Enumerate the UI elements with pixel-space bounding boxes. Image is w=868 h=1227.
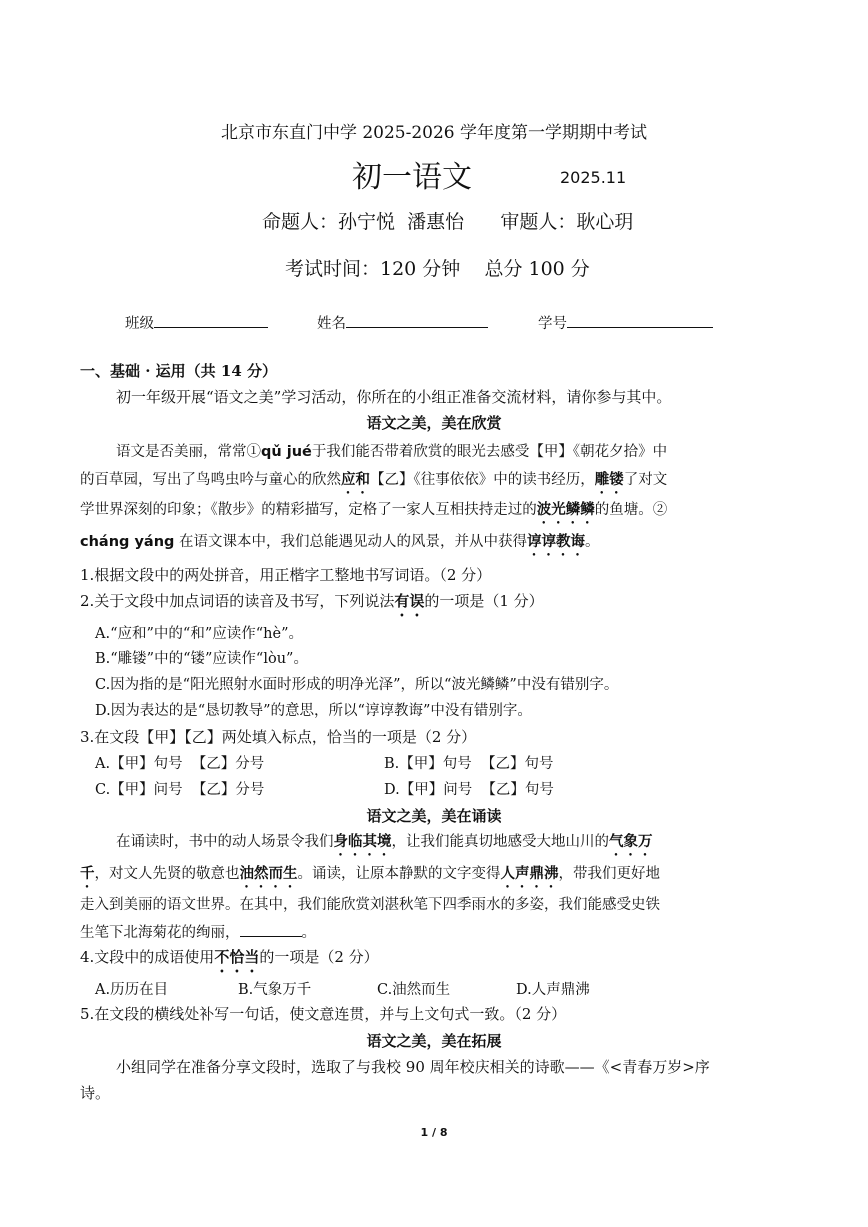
q4-option-c: C.油然而生 [377,982,451,998]
passage1-line4: cháng yáng 在语文课本中，我们总能遇见动人的风景，并从中获得谆谆教诲。 [80,533,600,550]
q3-option-d: D.【甲】问号 【乙】句号 [384,782,554,798]
pinyin-changyang: cháng yáng [80,534,175,550]
time-score-line: 考试时间：120 分钟 总分 100 分 [285,258,590,280]
passage1-line1: 语文是否美丽，常常①qǔ jué于我们能否带着欣赏的眼光去感受【甲】《朝花夕拾》中 [116,444,668,460]
id-blank[interactable] [567,313,713,328]
q2-option-b: B.“雕镂”中的“镂”应读作“lòu”。 [95,651,308,667]
exam-date: 2025.11 [560,168,627,187]
part3-title: 语文之美，美在拓展 [366,1032,502,1050]
dotted-word-zhunzhun: 谆谆教诲 [527,533,586,550]
q3-option-c: C.【甲】问号 【乙】分号 [95,782,265,798]
part2-title: 语文之美，美在诵读 [366,807,502,825]
part1-title: 语文之美，美在欣赏 [366,414,502,432]
class-blank[interactable] [154,313,268,328]
dotted-word-youwu: 有误 [394,592,425,610]
id-label: 学号 [538,316,567,332]
question-2: 2.关于文段中加点词语的读音及书写，下列说法有误的一项是（1 分） [80,592,544,610]
passage3-line2: 诗。 [80,1084,111,1102]
passage2-line1: 在诵读时，书中的动人场景令我们身临其境，让我们能真切地感受大地山川的气象万 [116,833,653,850]
question-4: 4.文段中的成语使用不恰当的一项是（2 分） [80,948,379,966]
q2-option-a: A.“应和”中的“和”应读作“hè”。 [95,626,303,642]
dotted-word-boguang: 波光鳞鳞 [536,501,595,518]
name-label: 姓名 [317,316,346,332]
q2-option-d: D.因为表达的是“恳切教导”的意思，所以“谆谆教诲”中没有错别字。 [95,703,532,719]
q2-option-c: C.因为指的是“阳光照射水面时形成的明净光泽”，所以“波光鳞鳞”中没有错别字。 [95,677,619,693]
page-number: 1 / 8 [420,1126,448,1139]
q3-option-b: B.【甲】句号 【乙】句号 [384,756,554,772]
dotted-word-qixiang: 气象万 [609,833,653,850]
section-title: 一、基础 · 运用（共 14 分） [80,362,277,380]
subject-title: 初一语文 [352,160,472,195]
passage2-line2: 千，对文人先贤的敬意也油然而生。诵读，让原本静默的文字变得人声鼎沸，带我们更好地 [80,865,660,882]
passage3-line1: 小组同学在准备分享文段时，选取了与我校 90 周年校庆相关的诗歌——《<青春万岁>序 [116,1058,710,1076]
dotted-word-yinghe: 应和 [341,471,370,488]
q4-option-d: D.人声鼎沸 [516,982,590,998]
q4-option-b: B.气象万千 [238,982,312,998]
dotted-word-shenlin: 身临其境 [333,833,392,850]
id-field [538,312,713,333]
pinyin-quyue: qǔ jué [261,444,312,460]
passage1-line2: 的百草园，写出了鸟鸣虫吟与童心的欣然应和【乙】《往事依依》中的读书经历，雕镂了对文 [80,471,668,488]
question-3: 3.在文段【甲】【乙】两处填入标点，恰当的一项是（2 分） [80,728,477,746]
dotted-word-qian: 千 [80,865,95,882]
question-5: 5.在文段的横线处补写一句话，使文意连贯，并与上文句式一致。（2 分） [80,1005,567,1023]
exam-header: 北京市东直门中学 2025-2026 学年度第一学期期中考试 [220,123,648,143]
section-intro: 初一年级开展“语文之美”学习活动，你所在的小组正准备交流材料，请你参与其中。 [116,388,672,406]
q4-option-a: A.历历在目 [95,982,169,998]
answer-blank[interactable] [240,922,302,937]
name-field [317,312,488,333]
name-blank[interactable] [346,313,488,328]
question-1: 1.根据文段中的两处拼音，用正楷字工整地书写词语。（2 分） [80,566,492,584]
dotted-word-youran: 油然而生 [239,865,298,882]
dotted-word-diaolou: 雕镂 [594,471,624,488]
passage1-line3: 学世界深刻的印象；《散步》的精彩描写，定格了一家人互相扶持走过的波光鳞鳞的鱼塘。② [80,501,668,518]
authors-line: 命题人：孙宁悦 潘惠怡 审题人：耿心玥 [262,211,634,233]
passage2-line4: 生笔下北海菊花的绚丽， 。 [80,921,316,942]
dotted-word-rensheng: 人声鼎沸 [500,865,559,882]
dotted-word-buqiadang: 不恰当 [214,948,260,966]
q3-option-a: A.【甲】句号 【乙】分号 [95,756,265,772]
passage2-line3: 走入到美丽的语文世界。在其中，我们能欣赏刘湛秋笔下四季雨水的多姿，我们能感受史铁 [80,897,660,913]
class-label: 班级 [125,316,154,332]
class-field [125,312,268,333]
